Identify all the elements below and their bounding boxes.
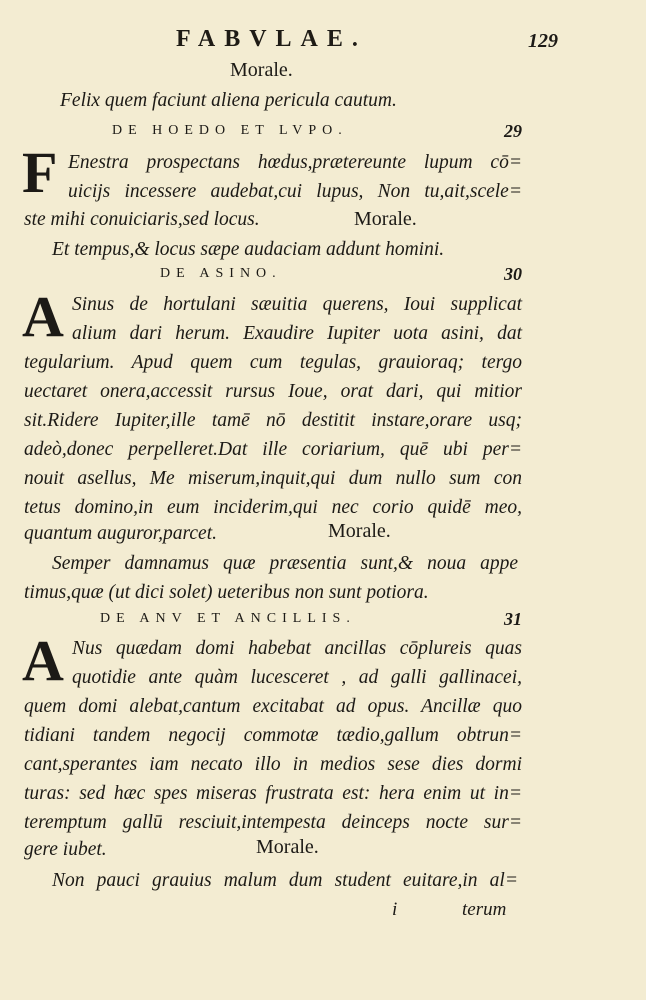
text-line: uicijs incessere audebat,cui lupus, Non tu,ait,scele=: [68, 181, 522, 202]
moral-label: Morale.: [328, 520, 391, 542]
text-line: adeò,donec perpelleret.Dat ille coriarium, quē ubi per=: [24, 439, 522, 460]
text-line: tegularium. Apud quem cum tegulas, grauioraq; tergo: [24, 352, 522, 373]
text-line: tidiani tandem negocij commotæ tædio,gallum obtrun=: [24, 725, 522, 746]
moral-text: Et tempus,& locus sæpe audaciam addunt homini.: [52, 239, 445, 260]
fable-number: 31: [504, 609, 522, 629]
text-line: gere iubet.: [24, 839, 107, 860]
page-number: 129: [528, 30, 558, 52]
fable-title: DE HOEDO ET LVPO.: [112, 123, 348, 138]
text-line: turas: sed hæc spes miseras frustrata est: hera enim ut in=: [24, 783, 522, 804]
text-line: alium dari herum. Exaudire Iupiter uota asini, dat: [72, 323, 522, 344]
moral-text: timus,quæ (ut dici solet) ueteribus non sunt potiora.: [24, 582, 429, 603]
moral-text: Non pauci grauius malum dum student euitare,in al=: [52, 870, 518, 891]
text-line: Enestra prospectans hœdus,prætereunte lupum cō=: [68, 152, 522, 173]
text-line: nouit asellus, Me miserum,inquit,qui dum nullo sum con: [24, 468, 522, 489]
signature-mark: i: [392, 899, 398, 920]
fable-heading-29: [112, 120, 522, 142]
moral-text-top: Felix quem faciunt aliena pericula cautum.: [60, 90, 397, 111]
moral-label: Morale.: [354, 208, 417, 230]
text-line: quotidie ante quàm lucesceret , ad galli gallinacei,: [72, 667, 522, 688]
drop-capital: A: [22, 284, 64, 349]
text-line: quem domi alebat,cantum excitabat ad opus. Ancillæ quo: [24, 696, 522, 717]
text-line: quantum auguror,parcet.: [24, 523, 218, 544]
drop-capital: A: [22, 628, 64, 693]
running-head: FABVLAE.: [176, 26, 367, 52]
fable-title: DE ANV ET ANCILLIS.: [100, 611, 356, 626]
text-line: uectaret onera,accessit rursus Ioue, orat dari, qui mitior: [24, 381, 522, 402]
text-line: tetus domino,in eum inciderim,qui nec corio quidē meo,: [24, 497, 522, 518]
text-line: Sinus de hortulani sæuitia querens, Ioui supplicat: [72, 294, 522, 315]
text-line: Nus quædam domi habebat ancillas cōplureis quas: [72, 638, 522, 659]
text-line: sit.Ridere Iupiter,ille tamē nō destitit instare,orare usq;: [24, 410, 522, 431]
fable-heading-31: [100, 608, 522, 630]
moral-text: Semper damnamus quæ præsentia sunt,& noua appe: [52, 553, 518, 574]
text-line: teremptum gallū resciuit,intempesta deinceps nocte sur=: [24, 812, 522, 833]
fable-title: DE ASINO.: [160, 266, 282, 281]
text-line: ste mihi conuiciaris,sed locus.: [24, 209, 260, 230]
text-line: cant,sperantes iam necato illo in medios sese dies dormi: [24, 754, 522, 775]
catchword: terum: [462, 899, 507, 920]
drop-capital: F: [22, 140, 58, 205]
fable-number: 30: [504, 264, 522, 284]
moral-label-top: Morale.: [230, 59, 293, 81]
fable-number: 29: [504, 121, 522, 141]
fable-heading-30: [160, 263, 522, 285]
moral-label: Morale.: [256, 836, 319, 858]
